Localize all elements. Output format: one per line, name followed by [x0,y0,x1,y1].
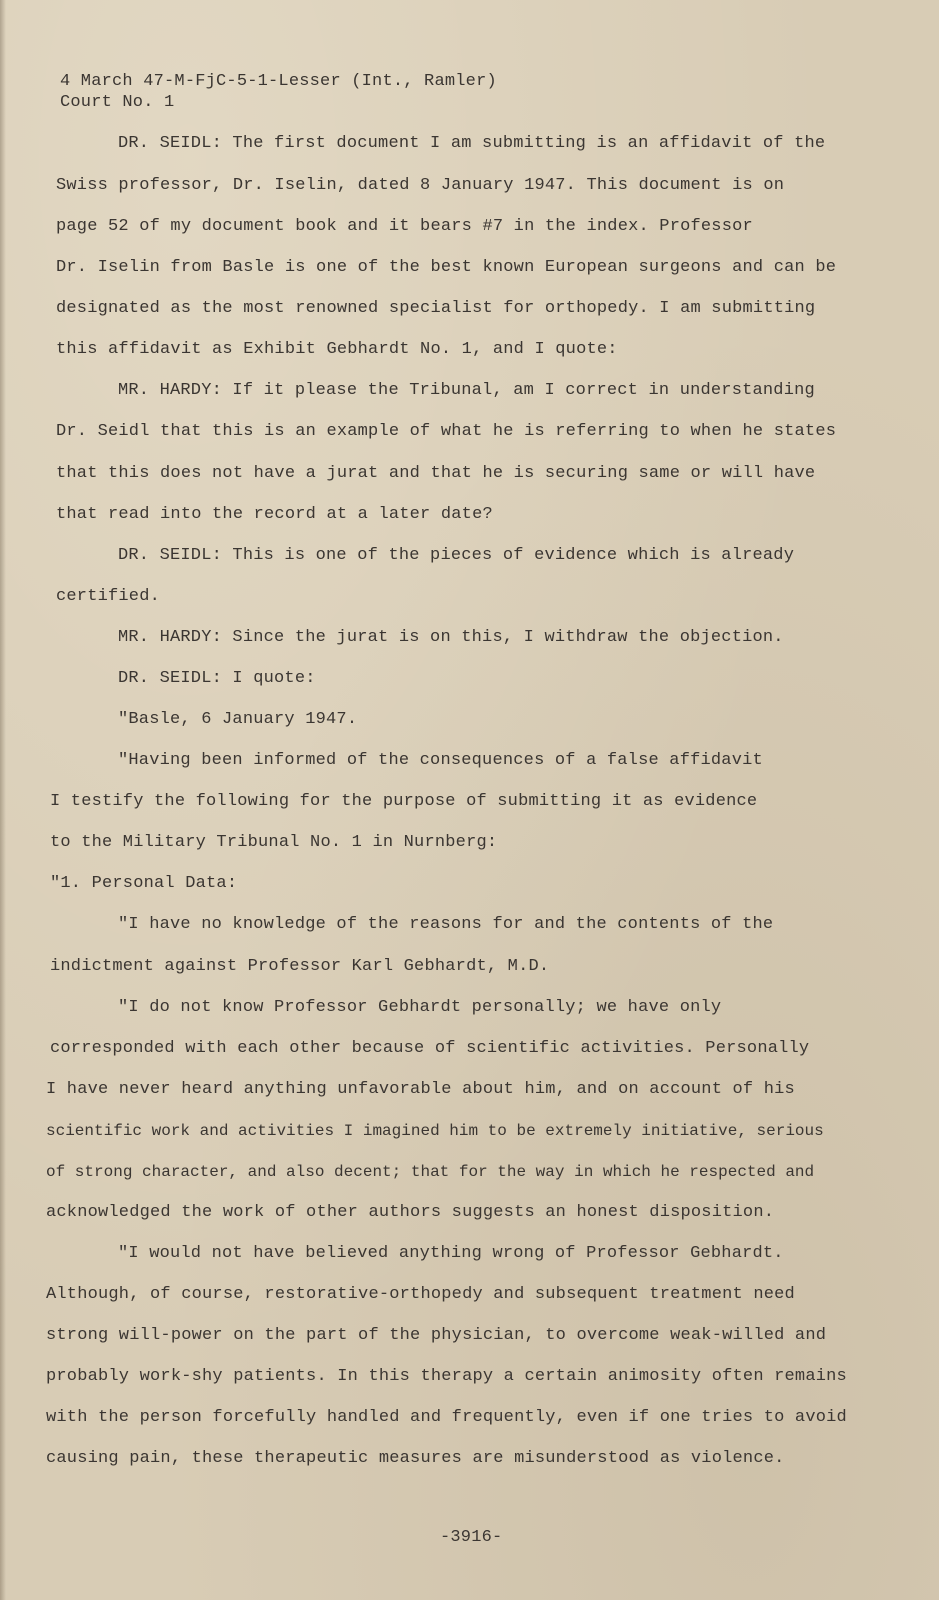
body-line: strong will-power on the part of the physician, to overcome weak-willed and [46,1326,827,1345]
page-edge-shadow [0,0,6,1600]
body-line: DR. SEIDL: This is one of the pieces of evidence which is already [118,546,795,565]
header-court-number: Court No. 1 [60,93,175,112]
body-line: to the Military Tribunal No. 1 in Nurnberg: [50,833,498,852]
body-line: MR. HARDY: If it please the Tribunal, am I correct in understanding [118,381,815,400]
body-line: with the person forcefully handled and frequently, even if one tries to avoid [46,1408,847,1427]
body-line: Dr. Iselin from Basle is one of the best known European surgeons and can be [56,258,837,277]
body-line: of strong character, and also decent; that for the way in which he respected and [46,1163,815,1181]
body-line: corresponded with each other because of scientific activities. Personally [50,1039,810,1058]
body-line: indictment against Professor Karl Gebhardt, M.D. [50,957,550,976]
body-line: "1. Personal Data: [50,874,238,893]
body-line: page 52 of my document book and it bears #7 in the index. Professor [56,217,753,236]
body-line: causing pain, these therapeutic measures are misunderstood as violence. [46,1449,785,1468]
body-line: I have never heard anything unfavorable about him, and on account of his [46,1080,795,1099]
body-line: Although, of course, restorative-orthopedy and subsequent treatment need [46,1285,795,1304]
body-line: "I do not know Professor Gebhardt personally; we have only [118,998,722,1017]
body-line: designated as the most renowned specialist for orthopedy. I am submitting [56,299,816,318]
body-line: certified. [56,587,161,606]
body-line: "I would not have believed anything wrong of Professor Gebhardt. [118,1244,784,1263]
page-number: -3916- [440,1528,503,1547]
body-line: I testify the following for the purpose of submitting it as evidence [50,792,758,811]
body-line: DR. SEIDL: I quote: [118,669,316,688]
body-line: that this does not have a jurat and that he is securing same or will have [56,464,816,483]
body-line: Swiss professor, Dr. Iselin, dated 8 January 1947. This document is on [56,176,785,195]
body-line: MR. HARDY: Since the jurat is on this, I withdraw the objection. [118,628,784,647]
body-line: "Basle, 6 January 1947. [118,710,358,729]
body-line: DR. SEIDL: The first document I am submitting is an affidavit of the [118,134,826,153]
body-line: probably work-shy patients. In this therapy a certain animosity often remains [46,1367,847,1386]
body-line: this affidavit as Exhibit Gebhardt No. 1, and I quote: [56,340,618,359]
header-transcript-id: 4 March 47-M-FjC-5-1-Lesser (Int., Ramler) [60,72,497,91]
body-line: Dr. Seidl that this is an example of what he is referring to when he states [56,422,837,441]
body-line: "I have no knowledge of the reasons for and the contents of the [118,915,774,934]
body-line: "Having been informed of the consequences of a false affidavit [118,751,763,770]
body-line: scientific work and activities I imagined him to be extremely initiative, serious [46,1122,824,1140]
body-line: acknowledged the work of other authors suggests an honest disposition. [46,1203,775,1222]
body-line: that read into the record at a later date? [56,505,493,524]
